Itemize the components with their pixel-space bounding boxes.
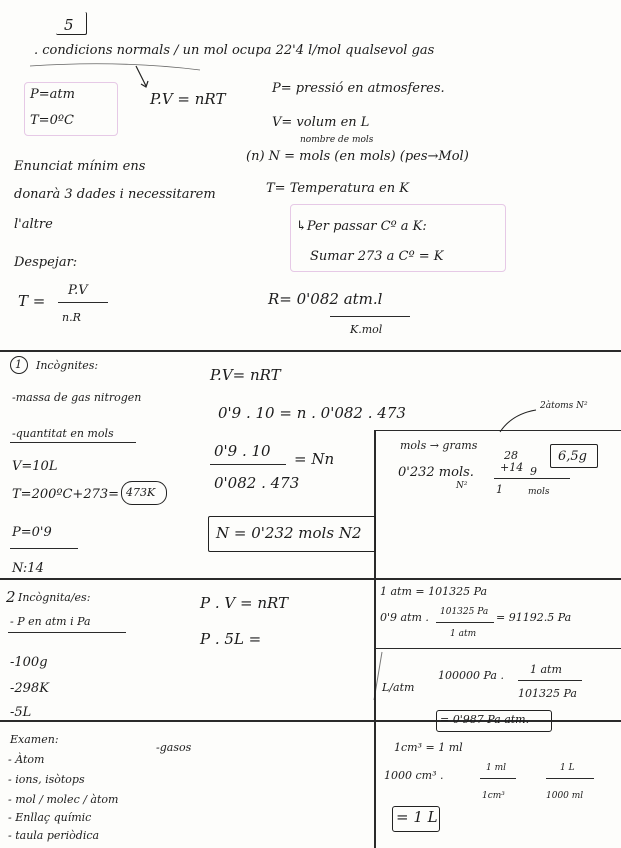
volume-value: V=10L xyxy=(12,459,58,474)
mols-to-grams-label: mols → grams xyxy=(400,439,478,452)
examen-label: Examen: xyxy=(10,733,59,746)
ideal-gas-equation: P.V = nRT xyxy=(150,90,226,108)
moles-description: (n) N = mols (en mols) (pes→Mol) xyxy=(246,149,469,164)
equation-line-1: P.V= nRT xyxy=(210,366,281,384)
moles-annotation: nombre de mols xyxy=(300,135,374,145)
conversion-line-2: Sumar 273 a Cº = K xyxy=(310,249,444,264)
calc2-result: = 0'987 Pa atm. xyxy=(440,713,530,726)
temperature-result: 473K xyxy=(126,486,156,499)
gasos-item: -gasos xyxy=(156,741,192,754)
volume-result: = 1 L xyxy=(396,808,438,826)
mols-unit: mols xyxy=(528,487,550,497)
grams-result: 6,5g xyxy=(558,449,587,464)
title-line: . condicions normals / un mol ocupa 22'4 l/mol qualsevol gas xyxy=(34,43,435,58)
volume-conversion-header: 1cm³ = 1 ml xyxy=(394,741,463,754)
calc2-lhs: L/atm xyxy=(382,681,415,694)
equals-n: = Nn xyxy=(294,450,335,468)
moles-result: N = 0'232 mols N2 xyxy=(216,524,362,542)
column-value-14: +14 xyxy=(500,461,524,474)
unknown-item-4: -5L xyxy=(10,705,32,720)
calc2-term-a: 100000 Pa . xyxy=(438,669,504,682)
exam-topic-3: - mol / molec / àtom xyxy=(8,793,119,806)
question-number: 1 xyxy=(15,358,22,371)
t-zero-label: T=0ºC xyxy=(30,113,74,128)
enunciat-line-2: donarà 3 dades i necessitarem xyxy=(14,187,216,202)
exam-topic-2: - ions, isòtops xyxy=(8,773,85,786)
equation-line-2: 0'9 . 10 = n . 0'082 . 473 xyxy=(218,404,406,422)
fraction-denominator: 0'082 . 473 xyxy=(214,474,300,492)
unknown-item-3: -298K xyxy=(10,681,49,696)
t-formula-denominator: n.R xyxy=(62,311,81,324)
calc1-term-a: 0'9 atm . xyxy=(380,611,429,624)
r-constant: R= 0'082 atm.l xyxy=(268,290,383,308)
equation-line-1: P . V = nRT xyxy=(200,594,289,612)
n2-subscript: N² xyxy=(456,481,468,491)
p-atm-label: P=atm xyxy=(30,87,75,102)
column-value-9: 9 xyxy=(530,465,537,478)
unknown-item-1: -massa de gas nitrogen xyxy=(12,391,142,404)
calc2-term-b: 1 atm xyxy=(530,663,562,676)
unknown-item-1: - P en atm i Pa xyxy=(10,615,91,628)
temperature-value: T=200ºC+273= xyxy=(12,487,120,502)
calc2-term-c: 101325 Pa xyxy=(518,687,577,700)
volume-conv-term-a: 1000 cm³ . xyxy=(384,769,444,782)
enunciat-line-3: l'altre xyxy=(14,217,53,232)
pressure-description: P= pressió en atmosferes. xyxy=(272,81,445,96)
volume-conv-term-c: 1cm³ xyxy=(482,791,505,801)
conversion-expression: 0'232 mols. xyxy=(398,465,474,480)
incognites-label: Incògnites: xyxy=(36,359,99,372)
exam-topic-5: - taula periòdica xyxy=(8,829,100,842)
enunciat-line-1: Enunciat mínim ens xyxy=(14,159,146,174)
despejar-label: Despejar: xyxy=(14,255,78,270)
nitrogen-number: N:14 xyxy=(12,561,44,576)
equation-line-2: P . 5L = xyxy=(200,630,262,648)
temperature-description: T= Temperatura en K xyxy=(266,181,409,196)
volume-conv-term-d: 1 L xyxy=(560,763,575,773)
t-formula-lhs: T = xyxy=(18,292,46,310)
column-value-28: 28 xyxy=(504,449,518,462)
page-number: 5 xyxy=(64,16,74,34)
fraction-numerator: 0'9 . 10 xyxy=(214,442,271,460)
calc1-term-c: 1 atm xyxy=(450,629,477,639)
calc1-term-b: 101325 Pa xyxy=(440,607,489,617)
t-formula-numerator: P.V xyxy=(68,283,88,298)
calc1-result: = 91192.5 Pa xyxy=(496,611,572,624)
unknown-item-2: -100g xyxy=(10,655,48,670)
unknown-item-2: -quantitat en mols xyxy=(12,427,114,440)
volume-description: V= volum en L xyxy=(272,115,370,130)
pressure-value: P=0'9 xyxy=(12,525,52,540)
question-number: 2 xyxy=(6,588,16,606)
atm-to-pa: 1 atm = 101325 Pa xyxy=(380,585,488,598)
atoms-annotation: 2àtoms N² xyxy=(540,401,588,411)
volume-conv-term-e: 1000 ml xyxy=(546,791,584,801)
exam-topic-4: - Enllaç químic xyxy=(8,811,92,824)
r-constant-denominator: K.mol xyxy=(350,323,383,336)
volume-conv-term-b: 1 ml xyxy=(486,763,506,773)
exam-topic-1: - Àtom xyxy=(8,753,45,766)
incognites-label: Incògnita/es: xyxy=(18,591,91,604)
conversion-line-1: ↳Per passar Cº a K: xyxy=(296,219,427,234)
column-value-1: 1 xyxy=(496,483,503,496)
